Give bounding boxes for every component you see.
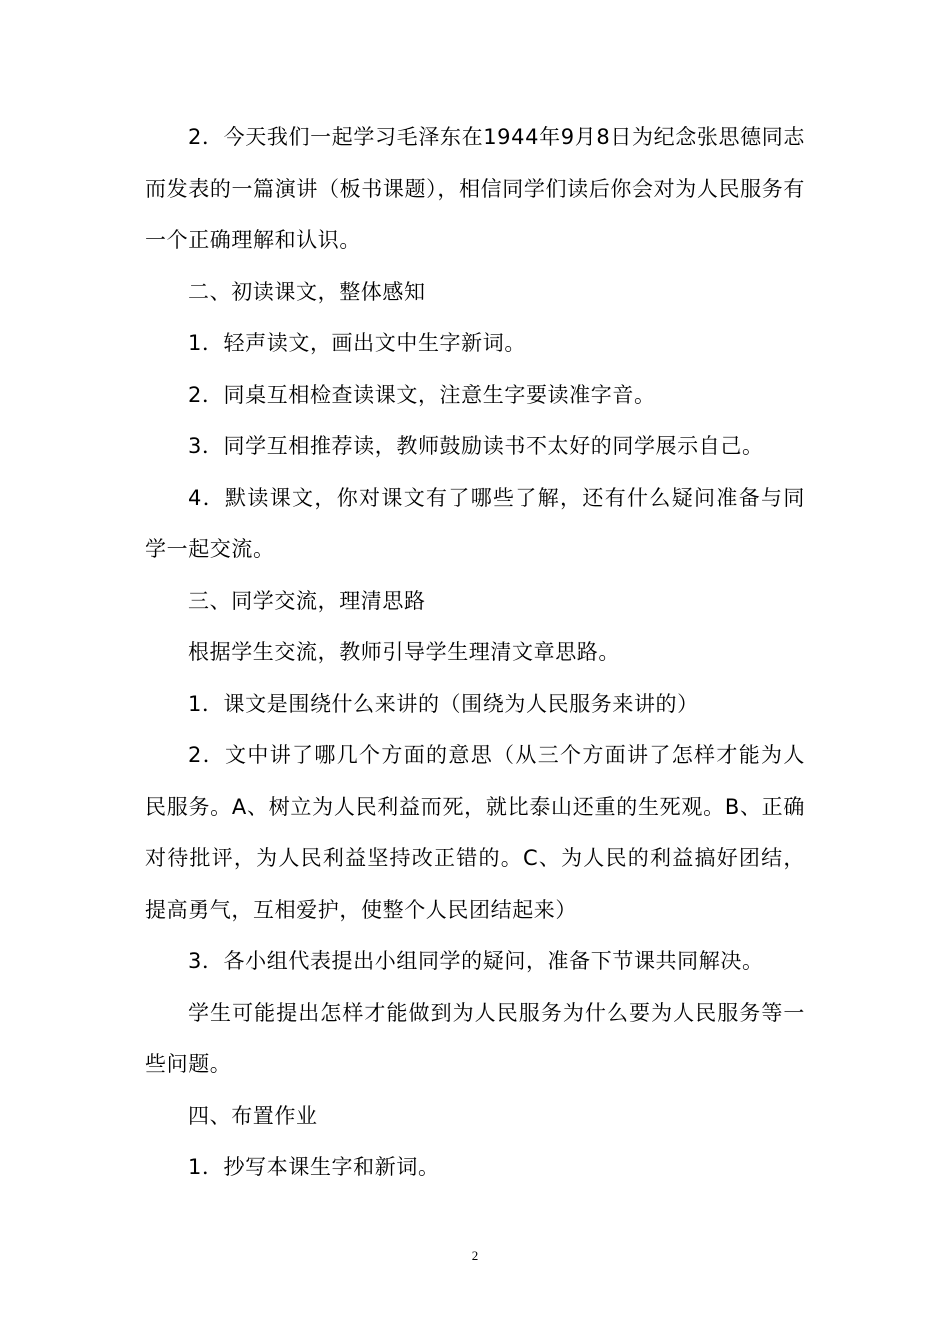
page-number: 2 [471, 1248, 479, 1263]
paragraph-question-2: 2．文中讲了哪几个方面的意思（从三个方面讲了怎样才能为人民服务。A、树立为人民利益而死，就比泰山还重的生死观。B、正确对待批评，为人民利益坚持改正错的。C、为人民的利益搞好团结，提高勇气，互相爱护，使整个人民团结起来） [145, 743, 805, 922]
paragraph-question-3: 3．各小组代表提出小组同学的疑问，准备下节课共同解决。 [188, 949, 764, 973]
paragraph-step-4: 4．默读课文，你对课文有了哪些了解，还有什么疑问准备与同学一起交流。 [145, 485, 805, 561]
paragraph-student-questions: 学生可能提出怎样才能做到为人民服务为什么要为人民服务等一些问题。 [145, 1000, 805, 1076]
paragraph-step-3: 3．同学互相推荐读，教师鼓励读书不太好的同学展示自己。 [188, 434, 764, 458]
section-heading-first-reading: 二、初读课文，整体感知 [188, 279, 426, 304]
section-heading-discussion: 三、同学交流，理清思路 [188, 588, 426, 613]
paragraph-homework-1: 1．抄写本课生字和新词。 [188, 1155, 440, 1179]
section-heading-homework: 四、布置作业 [188, 1103, 318, 1128]
paragraph-teacher-guidance: 根据学生交流，教师引导学生理清文章思路。 [188, 640, 620, 664]
paragraph-step-2: 2．同桌互相检查读课文，注意生字要读准字音。 [188, 382, 656, 407]
paragraph-question-1: 1．课文是围绕什么来讲的（围绕为人民服务来讲的） [188, 691, 699, 716]
paragraph-step-1: 1．轻声读文，画出文中生字新词。 [188, 331, 526, 355]
paragraph-intro-speech: 2．今天我们一起学习毛泽东在1944年9月8日为纪念张思德同志而发表的一篇演讲（板书课题），相信同学们读后你会对为人民服务有一个正确理解和认识。 [145, 125, 805, 252]
document-body [145, 112, 805, 1194]
